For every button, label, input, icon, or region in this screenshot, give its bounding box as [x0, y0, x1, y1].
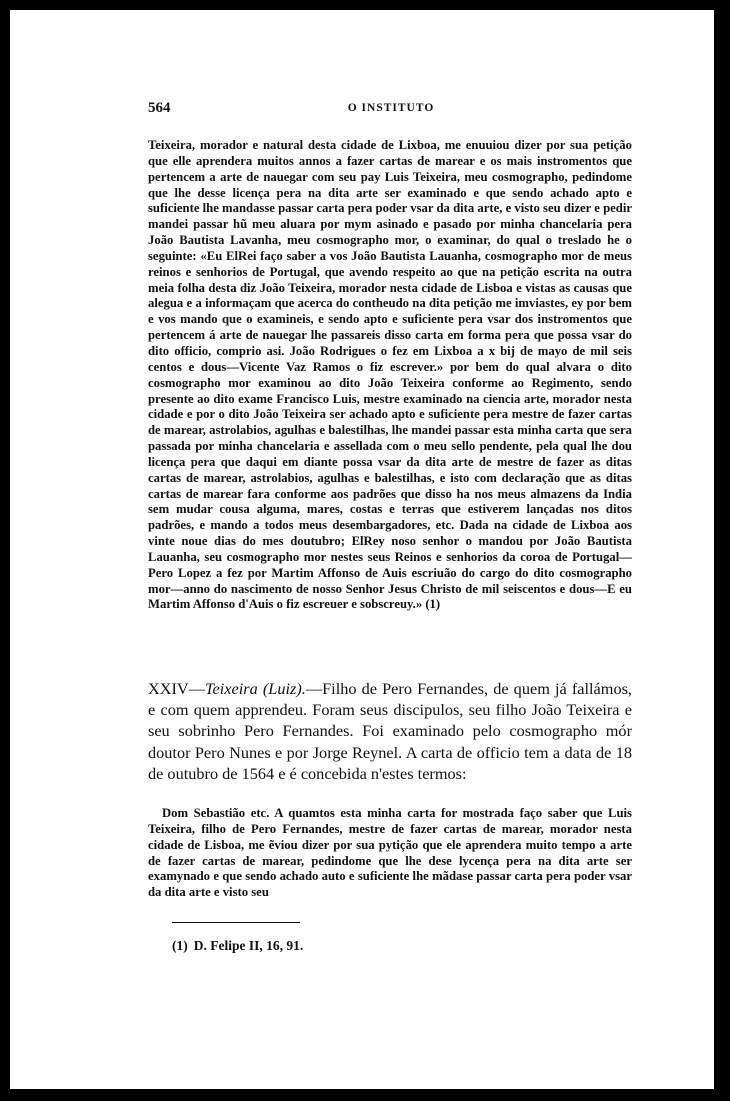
book-page [10, 10, 714, 1089]
page-number: 564 [148, 100, 171, 116]
entry-number: XXIV— [148, 679, 205, 698]
footnote-text: D. Felipe II, 16, 91. [193, 938, 304, 953]
entry-text: —Filho de Pero Fernandes, de quem já fallámos, e com quem apprendeu. Foram seus discipulos, seu filho João Teixeira e seu sobrinho Pero Fernandes. Foi examinado pelo cosmographo mór doutor Pero Nunes e por Jorge Reynel. A carta de officio tem a data de 18 de outubro de 1564 e é concebida n'estes termos: [148, 679, 632, 783]
quoted-document-text: Teixeira, morador e natural desta cidade de Lixboa, me enuuiou dizer por sua petição que elle aprendera muitos annos a fazer cartas de marear e os mais instromentos que pertencem a arte de nauegar com seu pay Luis Teixeira, meu cosmographo, pedindome que lhe desse licença pera na dita arte ser examinado e que sendo achado apto e suficiente lhe mandasse passar carta pera poder vsar da dita arte, e visto seu dizer e pedir mandei passar hũ meu aluara por mym asinado e pasado por minha chancelaria pera João Bautista Lavanha, meu cosmographo mor, o examinar, do qual o treslado he o seguinte: «Eu ElRei faço saber a vos João Bautista Lauanha, cosmographo mor de meus reinos e senhorios de Portugal, que avendo respeito ao que na petição escrita na outra meia folha desta diz João Teixeira, morador nesta cidade de Lisboa e vistas as causas que alegua e a informaçam que acerca do contheudo na dita petição me imviastes, ey por bem e vos mando que o examineis, e sendo apto e suficiente pera vsar dos instromentos que pertencem á arte de nauegar lhe passareis disso carta em forma pera que possa vsar do dito officio, comprio asi. João Rodrigues o fez em Lixboa a x bij de mayo de mil seis centos e dous—Vicente Vaz Ramos o fiz escrever.» por bem do qual alvara o dito cosmographo mor examinou ao dito João Teixeira conforme ao Regimento, sendo presente ao dito exame Francisco Luis, mestre examinado na ciencia arte, morador nesta cidade e por o dito João Teixeira ser achado apto e suficiente pera mestre de fazer cartas de marear, astrolabios, agulhas e balestilhas, lhe mandei passar esta minha carta que sera passada por minha chancelaria e assellada com o meu sello pendente, pela qual lhe dou licença pera que daqui em diante possa vsar da dita arte de mestre de fazer as ditas cartas de marear, astrolabios, agulhas e balestilhas, e isto com declaração que as ditas cartas de marear fara conforme aos padrões que disso ha nos meus almazens da India sem mudar cousa alguma, mares, costas e terras que estiverem lançadas nos ditos padrões, e mando a todos meus desembargadores, etc. Dada na cidade de Lixboa aos vinte noue dias do mes doutubro; ElRey noso senhor o mandou por João Bautista Lauanha, seu cosmographo mor nestes seus Reinos e senhorios da coroa de Portugal—Pero Lopez a fez por Martim Affonso de Auis escriuão do cargo do dito cosmographo mor—anno do nascimento de nosso Senhor Jesus Christo de mil seiscentos e dous—E eu Martim Affonso d'Auis o fiz escreuer e sobscreuy.» (1) [148, 138, 632, 612]
running-title: O INSTITUTO [347, 102, 435, 114]
biography-entry [148, 678, 632, 784]
footnote [172, 938, 572, 954]
entry-name: Teixeira (Luiz). [204, 679, 306, 698]
footnote-marker: (1) [172, 938, 188, 953]
quoted-charter-text: Dom Sebastião etc. A quamtos esta minha carta for mostrada faço saber que Luis Teixeira, filho de Pero Fernandes, mestre de fazer cartas de marear, morador nesta cidade de Lisboa, me ẽviou dizer por sua pytição que ele aprendera muito tempo a arte de fazer cartas de marear, pedindome que lhe dese lycença pera na dita arte ser examynado e que sendo achado auto e suficiente lhe mãdase passar carta pera poder vsar da dita arte e visto seu [148, 806, 632, 900]
page-header [148, 100, 634, 120]
footnote-divider [172, 922, 300, 923]
